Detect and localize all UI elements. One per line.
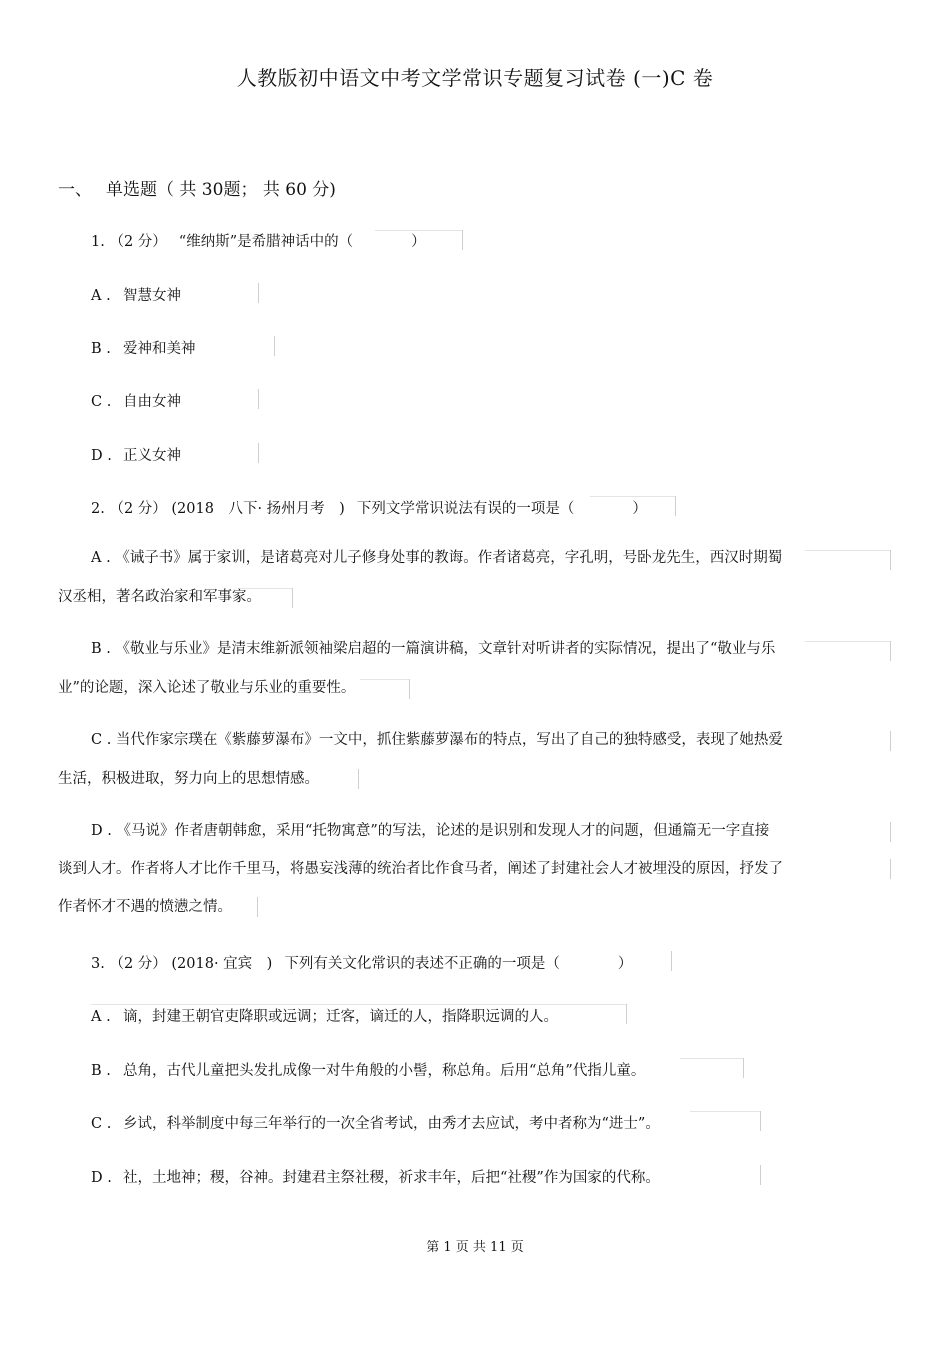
page-footer: 第 1 页 共 11 页 xyxy=(426,1240,524,1255)
question-2-text: 下列文学常识说法有误的一项是（ ） xyxy=(356,501,647,517)
option-text: 自由女神 xyxy=(123,394,181,410)
question-1-text: “维纳斯”是希腊神话中的（ ） xyxy=(178,234,426,250)
option-letter: C . xyxy=(91,1116,112,1132)
option-text: 智慧女神 xyxy=(123,288,181,304)
divider xyxy=(258,389,259,409)
question-3-stem xyxy=(91,952,632,973)
question-1-option-a[interactable] xyxy=(91,284,181,305)
divider xyxy=(274,336,275,356)
option-text: 乡试，科举制度中每三年举行的一次全省考试，由秀才去应试，考中者称为“进士”。 xyxy=(123,1116,660,1132)
option-text: 爱神和美神 xyxy=(123,341,196,357)
divider xyxy=(805,641,890,642)
question-2-option-c-continued xyxy=(58,761,319,797)
question-3-option-d[interactable] xyxy=(91,1166,660,1187)
divider xyxy=(626,1004,627,1024)
divider xyxy=(760,1111,761,1131)
section-label: 单选题（ 共 30题； 共 60 分) xyxy=(106,180,336,200)
option-text-line: 作者怀才不遇的愤懑之情。 xyxy=(58,899,232,915)
option-letter: C . xyxy=(91,394,112,410)
divider xyxy=(805,550,890,551)
divider xyxy=(890,822,891,842)
question-2-option-a-continued xyxy=(58,579,261,615)
option-text: 正义女神 xyxy=(123,448,181,464)
divider xyxy=(409,679,410,699)
section-number: 一、 xyxy=(58,180,92,200)
option-letter: D . xyxy=(91,1170,112,1186)
question-2-option-a[interactable] xyxy=(91,540,782,576)
divider xyxy=(590,496,675,497)
question-2-option-d-continued xyxy=(58,851,783,887)
option-text-line: A . 《诫子书》属于家训，是诸葛亮对儿子修身处事的教诲。作者诸葛亮，字孔明，号卧龙先生，西汉时期蜀 xyxy=(91,550,783,566)
divider xyxy=(890,550,891,570)
question-2-score: 2. （2 分） (2018 八下· 扬州月考 ) xyxy=(91,501,345,517)
question-2-option-d-continued xyxy=(58,889,232,925)
option-text: 谪，封建王朝官吏降职或远调；迁客，谪迁的人，指降职远调的人。 xyxy=(123,1009,558,1025)
divider xyxy=(890,859,891,879)
option-text: 总角，古代儿童把头发扎成像一对牛角般的小髻，称总角。后用“总角”代指儿童。 xyxy=(123,1063,646,1079)
question-1-option-b[interactable] xyxy=(91,337,196,358)
divider xyxy=(671,951,672,971)
option-letter: B . xyxy=(91,1063,111,1079)
option-text-line: 汉丞相，著名政治家和军事家。 xyxy=(58,589,261,605)
option-letter: B . xyxy=(91,341,111,357)
option-text-line: D . 《马说》作者唐朝韩愈，采用“托物寓意”的写法，论述的是识别和发现人才的问题，但通篇无一字直接 xyxy=(91,823,770,839)
option-text-line: 谈到人才。作者将人才比作千里马，将愚妄浅薄的统治者比作食马者，阐述了封建社会人才被埋没的原因，抒发了 xyxy=(58,861,783,877)
option-text-line: B . 《敬业与乐业》是清末维新派领袖梁启超的一篇演讲稿，文章针对听讲者的实际情况，提出了“敬业与乐 xyxy=(91,641,776,657)
divider xyxy=(760,1165,761,1185)
option-text: 社，土地神；稷，谷神。封建君主祭社稷，祈求丰年，后把“社稷”作为国家的代称。 xyxy=(123,1170,660,1186)
divider xyxy=(91,1004,626,1005)
option-text-line: C . 当代作家宗璞在《紫藤萝瀑布》一文中，抓住紫藤萝瀑布的特点，写出了自己的独特感受，表现了她热爱 xyxy=(91,732,783,748)
section-heading xyxy=(58,175,336,200)
divider xyxy=(292,588,293,608)
option-text-line: 业”的论题，深入论述了敬业与乐业的重要性。 xyxy=(58,680,356,696)
divider xyxy=(890,731,891,751)
question-3-option-b[interactable] xyxy=(91,1059,645,1080)
page-title: 人教版初中语文中考文学常识专题复习试卷 (一)C 卷 xyxy=(236,66,714,90)
option-letter: A . xyxy=(91,288,111,304)
question-1-option-d[interactable] xyxy=(91,444,181,465)
divider xyxy=(257,897,258,917)
question-2-stem xyxy=(91,497,647,518)
divider xyxy=(743,1058,744,1078)
divider xyxy=(360,679,409,680)
divider xyxy=(690,1111,760,1112)
question-3-option-c[interactable] xyxy=(91,1112,660,1133)
divider xyxy=(375,230,462,231)
divider xyxy=(358,769,359,789)
option-letter: A . xyxy=(91,1009,111,1025)
divider xyxy=(240,588,292,589)
question-2-option-c[interactable] xyxy=(91,722,783,758)
question-3-score: 3. （2 分） (2018· 宜宾 ) xyxy=(91,956,273,972)
question-3-text: 下列有关文化常识的表述不正确的一项是（ ） xyxy=(284,956,633,972)
question-1-score: 1. （2 分） xyxy=(91,234,167,250)
divider xyxy=(258,283,259,303)
divider xyxy=(890,641,891,661)
question-3-option-a[interactable] xyxy=(91,1005,558,1026)
question-1-option-c[interactable] xyxy=(91,390,181,411)
question-2-option-b[interactable] xyxy=(91,631,775,667)
question-2-option-b-continued xyxy=(58,670,355,706)
divider xyxy=(258,443,259,463)
option-text-line: 生活，积极进取，努力向上的思想情感。 xyxy=(58,771,319,787)
divider xyxy=(680,1058,743,1059)
question-1-stem xyxy=(91,230,426,251)
divider xyxy=(675,496,676,516)
question-2-option-d[interactable] xyxy=(91,813,769,849)
option-letter: D . xyxy=(91,448,112,464)
divider xyxy=(462,230,463,250)
